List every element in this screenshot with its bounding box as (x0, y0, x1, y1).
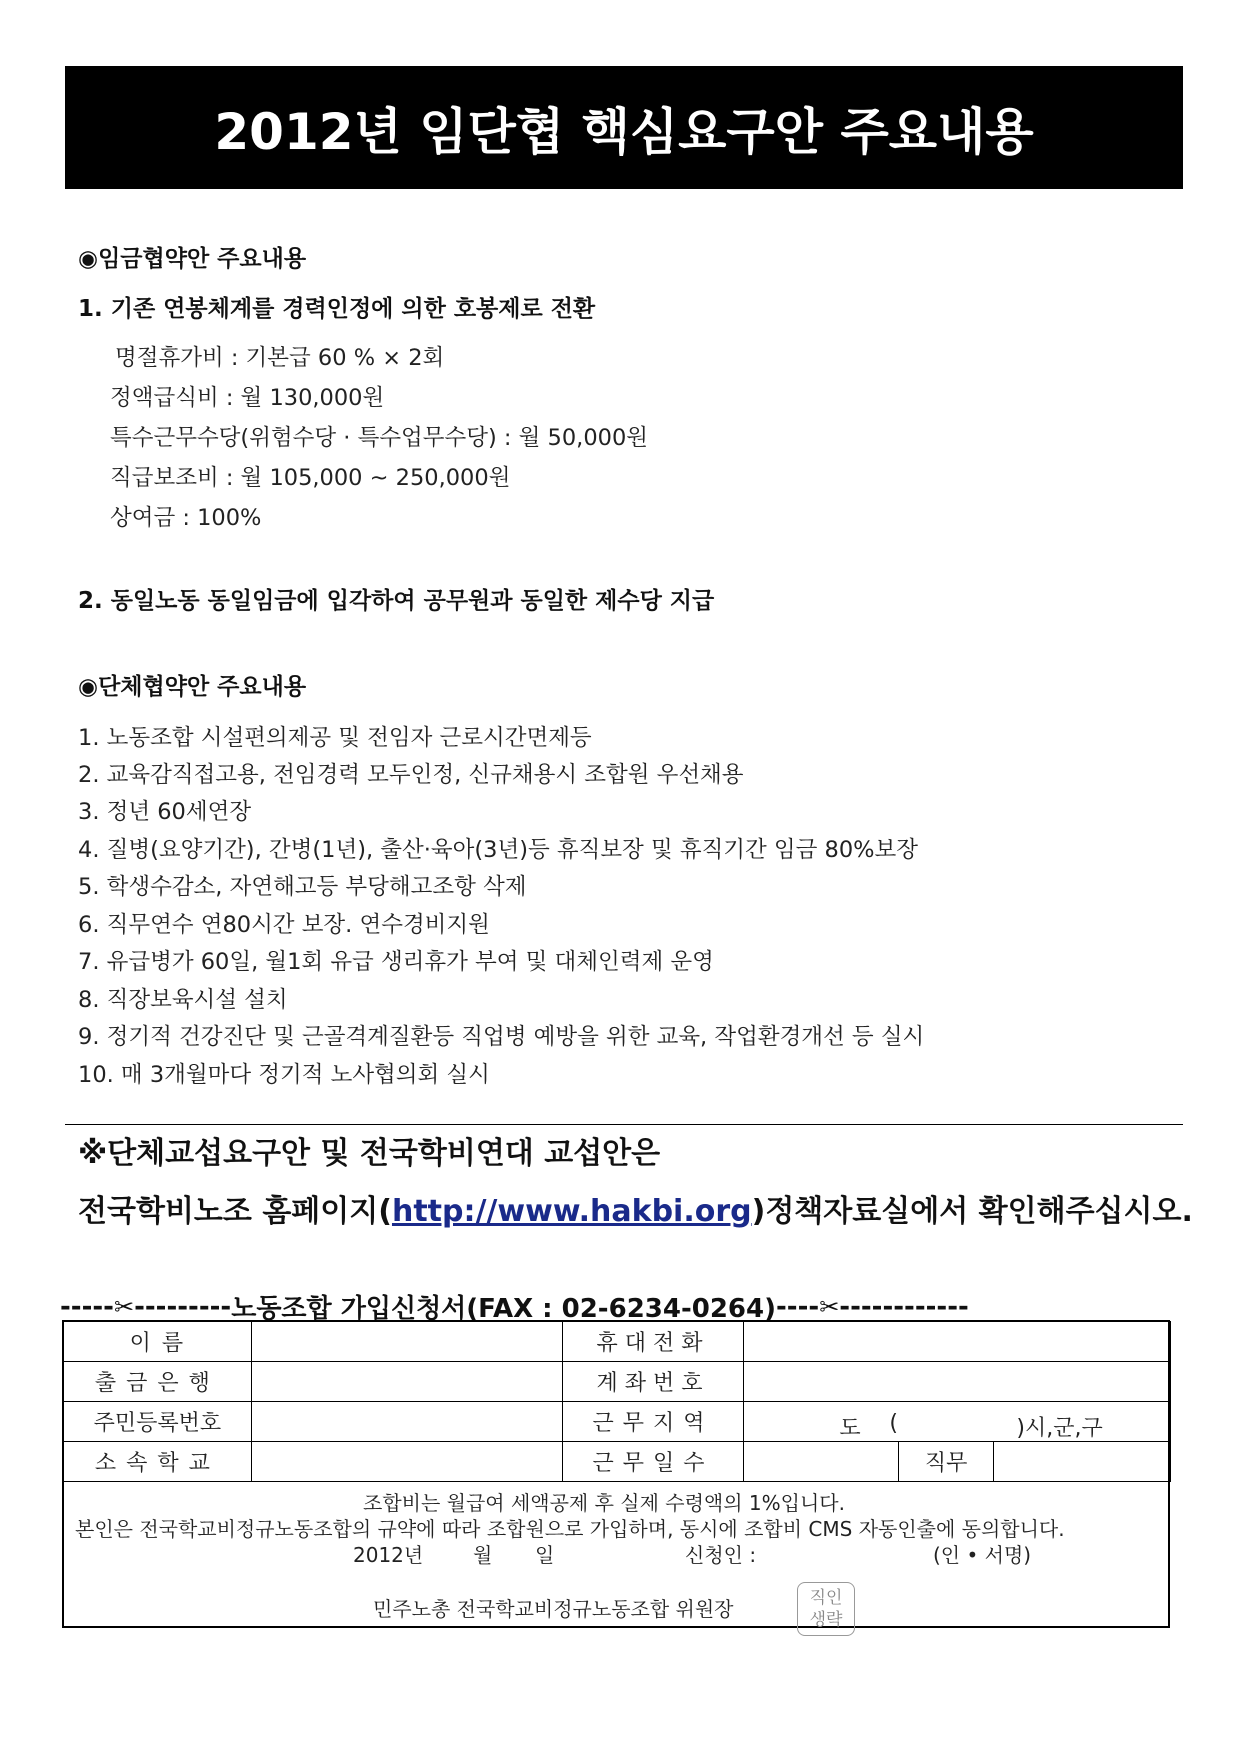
school-label: 소속학교 (64, 1442, 252, 1482)
official-seal-stamp (797, 1582, 855, 1636)
consent-fee: 조합비는 월급여 세액공제 후 실제 수령액의 1%입니다. (363, 1491, 845, 1515)
date-day: 일 (535, 1543, 555, 1567)
duty-label: 직무 (899, 1442, 994, 1482)
wage-detail: 명절휴가비 : 기본급 60 % × 2회 (115, 345, 445, 371)
wage-detail: 직급보조비 : 월 105,000 ~ 250,000원 (110, 465, 511, 491)
page-title (65, 66, 1183, 189)
days-label: 근무일수 (562, 1442, 744, 1482)
wage-detail: 특수근무수당(위험수당 · 특수업무수당) : 월 50,000원 (110, 425, 649, 451)
date-month: 월 (473, 1543, 493, 1567)
chairman-line: 민주노총 전국학교비정규노동조합 위원장 (373, 1597, 734, 1621)
collective-item: 1. 노동조합 시설편의제공 및 전임자 근로시간면제등 (78, 725, 592, 751)
bank-label: 출금은행 (64, 1362, 252, 1402)
page-title-text: 2012년 임단협 핵심요구안 주요내용 (214, 102, 1034, 161)
rrn-field[interactable] (251, 1402, 562, 1442)
region-label: 근무지역 (562, 1402, 744, 1442)
phone-field[interactable] (744, 1322, 1171, 1362)
cut-dashes: ----- (60, 1291, 114, 1322)
wage-item-1: 1. 기존 연봉체계를 경력인정에 의한 호봉제로 전환 (78, 296, 596, 322)
wage-detail: 상여금 : 100% (110, 505, 262, 531)
cut-dashes: ---- (776, 1291, 820, 1322)
bank-field[interactable] (251, 1362, 562, 1402)
form-title: 노동조합 가입신청서(FAX : 02-6234-0264) (231, 1294, 777, 1324)
collective-item: 7. 유급병가 60일, 월1회 유급 생리휴가 부여 및 대체인력제 운영 (78, 949, 714, 975)
stamp-text: 직인 (809, 1588, 843, 1608)
rrn-label: 주민등록번호 (64, 1402, 252, 1442)
account-field[interactable] (744, 1362, 1171, 1402)
divider (65, 1124, 1183, 1125)
notice-line-2 (78, 1186, 1193, 1230)
account-label: 계좌번호 (562, 1362, 744, 1402)
collective-item: 10. 매 3개월마다 정기적 노사협의회 실시 (78, 1062, 490, 1088)
collective-item: 5. 학생수감소, 자연해고등 부당해고조항 삭제 (78, 874, 527, 900)
region-field[interactable] (744, 1402, 1171, 1442)
collective-item: 4. 질병(요양기간), 간병(1년), 출산·육아(3년)등 휴직보장 및 휴직기간 임금 80%보장 (78, 837, 919, 863)
notice-line-1: ※단체교섭요구안 및 전국학비연대 교섭안은 (78, 1136, 661, 1171)
school-field[interactable] (251, 1442, 562, 1482)
scissors-icon: ✂ (113, 1292, 135, 1321)
signature-label: (인 • 서명) (933, 1543, 1032, 1567)
homepage-link[interactable]: http://www.hakbi.org (391, 1194, 752, 1229)
wage-detail: 정액급식비 : 월 130,000원 (110, 385, 385, 411)
stamp-text: 생략 (809, 1610, 843, 1630)
duty-field[interactable] (994, 1442, 1171, 1482)
region-paren: ( (889, 1411, 898, 1436)
scissors-icon: ✂ (819, 1292, 840, 1321)
phone-label: 휴대전화 (562, 1322, 744, 1362)
collective-item: 9. 정기적 건강진단 및 근골격계질환등 직업병 예방을 위한 교육, 작업환경개선 등 실시 (78, 1024, 925, 1050)
collective-item: 8. 직장보육시설 설치 (78, 987, 288, 1013)
consent-agreement: 본인은 전국학교비정규노동조합의 규약에 따라 조합원으로 가입하며, 동시에 조합비 CMS 자동인출에 동의합니다. (75, 1517, 1065, 1541)
membership-form-table (63, 1321, 1171, 1482)
cut-dashes: ------------ (839, 1291, 969, 1322)
form-cut-line (60, 1288, 1175, 1325)
notice-text-pre: 전국학비노조 홈페이지( (78, 1194, 392, 1229)
collective-heading: ◉단체협약안 주요내용 (78, 674, 307, 700)
name-field[interactable] (251, 1322, 562, 1362)
region-do: 도 (839, 1416, 861, 1441)
notice-text-post: )정책자료실에서 확인해주십시오. (751, 1194, 1193, 1229)
applicant-label: 신청인 : (685, 1543, 757, 1567)
date-year: 2012년 (353, 1543, 424, 1567)
name-label: 이 름 (64, 1322, 252, 1362)
wage-heading: ◉임금협약안 주요내용 (78, 246, 307, 272)
cut-dashes: --------- (134, 1291, 232, 1322)
region-suffix: )시,군,구 (1016, 1416, 1103, 1441)
collective-item: 2. 교육감직접고용, 전임경력 모두인정, 신규채용시 조합원 우선채용 (78, 762, 744, 788)
days-field[interactable] (744, 1442, 899, 1482)
collective-item: 3. 정년 60세연장 (78, 799, 252, 825)
wage-item-2: 2. 동일노동 동일임금에 입각하여 공무원과 동일한 제수당 지급 (78, 588, 715, 614)
collective-item: 6. 직무연수 연80시간 보장. 연수경비지원 (78, 912, 490, 938)
